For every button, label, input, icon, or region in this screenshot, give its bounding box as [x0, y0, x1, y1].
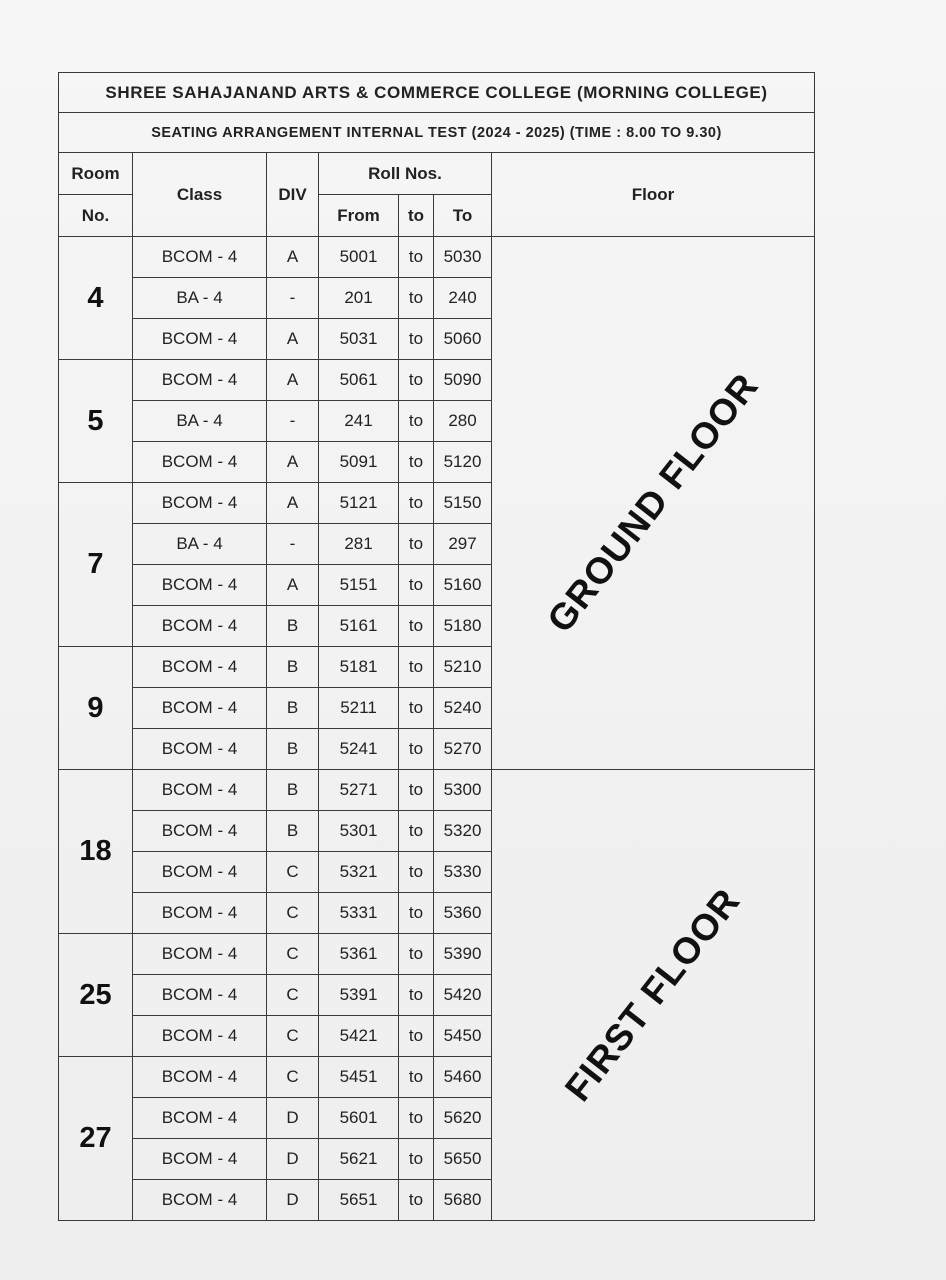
- roll-to-cell: 5270: [434, 729, 492, 770]
- class-cell: BCOM - 4: [133, 360, 267, 401]
- room-number: 18: [59, 770, 133, 934]
- class-cell: BCOM - 4: [133, 565, 267, 606]
- room-header-top: Room: [59, 153, 133, 195]
- to-header: To: [434, 195, 492, 237]
- roll-to-word-cell: to: [399, 237, 434, 278]
- roll-to-word-cell: to: [399, 811, 434, 852]
- roll-from-cell: 5061: [319, 360, 399, 401]
- div-cell: A: [267, 319, 319, 360]
- div-cell: D: [267, 1098, 319, 1139]
- roll-from-cell: 5321: [319, 852, 399, 893]
- roll-to-word-cell: to: [399, 975, 434, 1016]
- div-cell: B: [267, 770, 319, 811]
- div-cell: C: [267, 1057, 319, 1098]
- class-cell: BCOM - 4: [133, 729, 267, 770]
- roll-to-word-cell: to: [399, 278, 434, 319]
- roll-to-cell: 5060: [434, 319, 492, 360]
- roll-to-word-cell: to: [399, 1016, 434, 1057]
- room-number: 4: [59, 237, 133, 360]
- class-cell: BCOM - 4: [133, 770, 267, 811]
- roll-from-cell: 5391: [319, 975, 399, 1016]
- roll-from-cell: 5361: [319, 934, 399, 975]
- class-cell: BA - 4: [133, 524, 267, 565]
- div-cell: A: [267, 360, 319, 401]
- roll-to-cell: 5420: [434, 975, 492, 1016]
- class-cell: BCOM - 4: [133, 1098, 267, 1139]
- roll-from-cell: 5301: [319, 811, 399, 852]
- roll-to-word-cell: to: [399, 770, 434, 811]
- roll-to-word-cell: to: [399, 442, 434, 483]
- div-header: DIV: [267, 153, 319, 237]
- class-cell: BCOM - 4: [133, 606, 267, 647]
- div-cell: B: [267, 606, 319, 647]
- roll-to-word-cell: to: [399, 893, 434, 934]
- roll-to-word-cell: to: [399, 1057, 434, 1098]
- floor-label: GROUND FLOOR: [539, 365, 767, 640]
- room-number: 27: [59, 1057, 133, 1221]
- class-cell: BCOM - 4: [133, 1139, 267, 1180]
- roll-from-cell: 5271: [319, 770, 399, 811]
- roll-to-cell: 5160: [434, 565, 492, 606]
- roll-to-cell: 5240: [434, 688, 492, 729]
- room-number: 9: [59, 647, 133, 770]
- seating-table: [58, 72, 815, 1221]
- div-cell: A: [267, 237, 319, 278]
- div-cell: -: [267, 401, 319, 442]
- roll-to-word-cell: to: [399, 647, 434, 688]
- roll-from-cell: 5091: [319, 442, 399, 483]
- roll-to-cell: 5330: [434, 852, 492, 893]
- div-cell: D: [267, 1180, 319, 1221]
- roll-from-cell: 5031: [319, 319, 399, 360]
- roll-from-cell: 5421: [319, 1016, 399, 1057]
- class-cell: BCOM - 4: [133, 893, 267, 934]
- roll-to-word-cell: to: [399, 360, 434, 401]
- roll-to-word-cell: to: [399, 606, 434, 647]
- div-cell: C: [267, 1016, 319, 1057]
- roll-to-word-cell: to: [399, 319, 434, 360]
- roll-from-cell: 5241: [319, 729, 399, 770]
- roll-to-cell: 5390: [434, 934, 492, 975]
- header-row-1: [59, 153, 815, 195]
- roll-to-cell: 5320: [434, 811, 492, 852]
- roll-from-cell: 241: [319, 401, 399, 442]
- roll-to-word-cell: to: [399, 688, 434, 729]
- class-cell: BCOM - 4: [133, 934, 267, 975]
- room-number: 7: [59, 483, 133, 647]
- class-cell: BCOM - 4: [133, 647, 267, 688]
- div-cell: C: [267, 934, 319, 975]
- class-cell: BCOM - 4: [133, 811, 267, 852]
- floor-cell: [492, 237, 815, 770]
- roll-to-cell: 5300: [434, 770, 492, 811]
- room-number: 5: [59, 360, 133, 483]
- class-cell: BCOM - 4: [133, 975, 267, 1016]
- class-cell: BCOM - 4: [133, 688, 267, 729]
- roll-to-cell: 5180: [434, 606, 492, 647]
- div-cell: A: [267, 483, 319, 524]
- class-cell: BCOM - 4: [133, 1180, 267, 1221]
- roll-to-word-cell: to: [399, 524, 434, 565]
- room-number: 25: [59, 934, 133, 1057]
- roll-from-cell: 5181: [319, 647, 399, 688]
- roll-to-word-cell: to: [399, 483, 434, 524]
- class-header: Class: [133, 153, 267, 237]
- class-cell: BCOM - 4: [133, 852, 267, 893]
- div-cell: D: [267, 1139, 319, 1180]
- div-cell: A: [267, 442, 319, 483]
- roll-to-cell: 240: [434, 278, 492, 319]
- roll-to-cell: 5030: [434, 237, 492, 278]
- roll-to-word-cell: to: [399, 852, 434, 893]
- div-cell: B: [267, 688, 319, 729]
- from-header: From: [319, 195, 399, 237]
- roll-to-cell: 5090: [434, 360, 492, 401]
- roll-nos-header: Roll Nos.: [319, 153, 492, 195]
- roll-to-word-cell: to: [399, 934, 434, 975]
- roll-to-cell: 5450: [434, 1016, 492, 1057]
- roll-from-cell: 5621: [319, 1139, 399, 1180]
- class-cell: BCOM - 4: [133, 442, 267, 483]
- class-cell: BA - 4: [133, 278, 267, 319]
- div-cell: -: [267, 278, 319, 319]
- roll-to-cell: 280: [434, 401, 492, 442]
- div-cell: B: [267, 647, 319, 688]
- roll-from-cell: 5451: [319, 1057, 399, 1098]
- floor-cell: [492, 770, 815, 1221]
- roll-from-cell: 5001: [319, 237, 399, 278]
- roll-from-cell: 5121: [319, 483, 399, 524]
- div-cell: B: [267, 811, 319, 852]
- div-cell: C: [267, 975, 319, 1016]
- roll-to-cell: 5150: [434, 483, 492, 524]
- seating-document: [58, 72, 814, 1221]
- roll-from-cell: 5161: [319, 606, 399, 647]
- class-cell: BA - 4: [133, 401, 267, 442]
- roll-to-cell: 297: [434, 524, 492, 565]
- college-title: SHREE SAHAJANAND ARTS & COMMERCE COLLEGE (MORNING COLLEGE): [59, 73, 815, 113]
- class-cell: BCOM - 4: [133, 1057, 267, 1098]
- class-cell: BCOM - 4: [133, 483, 267, 524]
- class-cell: BCOM - 4: [133, 237, 267, 278]
- roll-from-cell: 5151: [319, 565, 399, 606]
- roll-to-cell: 5460: [434, 1057, 492, 1098]
- to-word-header: to: [399, 195, 434, 237]
- div-cell: B: [267, 729, 319, 770]
- roll-to-cell: 5680: [434, 1180, 492, 1221]
- table-row: [59, 237, 815, 278]
- div-cell: C: [267, 852, 319, 893]
- roll-from-cell: 201: [319, 278, 399, 319]
- roll-to-word-cell: to: [399, 1180, 434, 1221]
- div-cell: C: [267, 893, 319, 934]
- roll-to-word-cell: to: [399, 729, 434, 770]
- roll-from-cell: 5331: [319, 893, 399, 934]
- class-cell: BCOM - 4: [133, 319, 267, 360]
- div-cell: -: [267, 524, 319, 565]
- roll-to-cell: 5120: [434, 442, 492, 483]
- roll-from-cell: 5651: [319, 1180, 399, 1221]
- roll-to-word-cell: to: [399, 565, 434, 606]
- roll-from-cell: 5601: [319, 1098, 399, 1139]
- roll-to-cell: 5360: [434, 893, 492, 934]
- room-header-bottom: No.: [59, 195, 133, 237]
- floor-header: Floor: [492, 153, 815, 237]
- table-row: [59, 770, 815, 811]
- floor-label: FIRST FLOOR: [557, 880, 749, 1109]
- class-cell: BCOM - 4: [133, 1016, 267, 1057]
- college-title-row: [59, 73, 815, 113]
- roll-to-cell: 5620: [434, 1098, 492, 1139]
- roll-to-word-cell: to: [399, 1098, 434, 1139]
- div-cell: A: [267, 565, 319, 606]
- roll-to-word-cell: to: [399, 401, 434, 442]
- subtitle-row: [59, 113, 815, 153]
- roll-from-cell: 281: [319, 524, 399, 565]
- roll-from-cell: 5211: [319, 688, 399, 729]
- roll-to-word-cell: to: [399, 1139, 434, 1180]
- roll-to-cell: 5210: [434, 647, 492, 688]
- roll-to-cell: 5650: [434, 1139, 492, 1180]
- exam-subtitle: SEATING ARRANGEMENT INTERNAL TEST (2024 - 2025) (TIME : 8.00 TO 9.30): [59, 113, 815, 153]
